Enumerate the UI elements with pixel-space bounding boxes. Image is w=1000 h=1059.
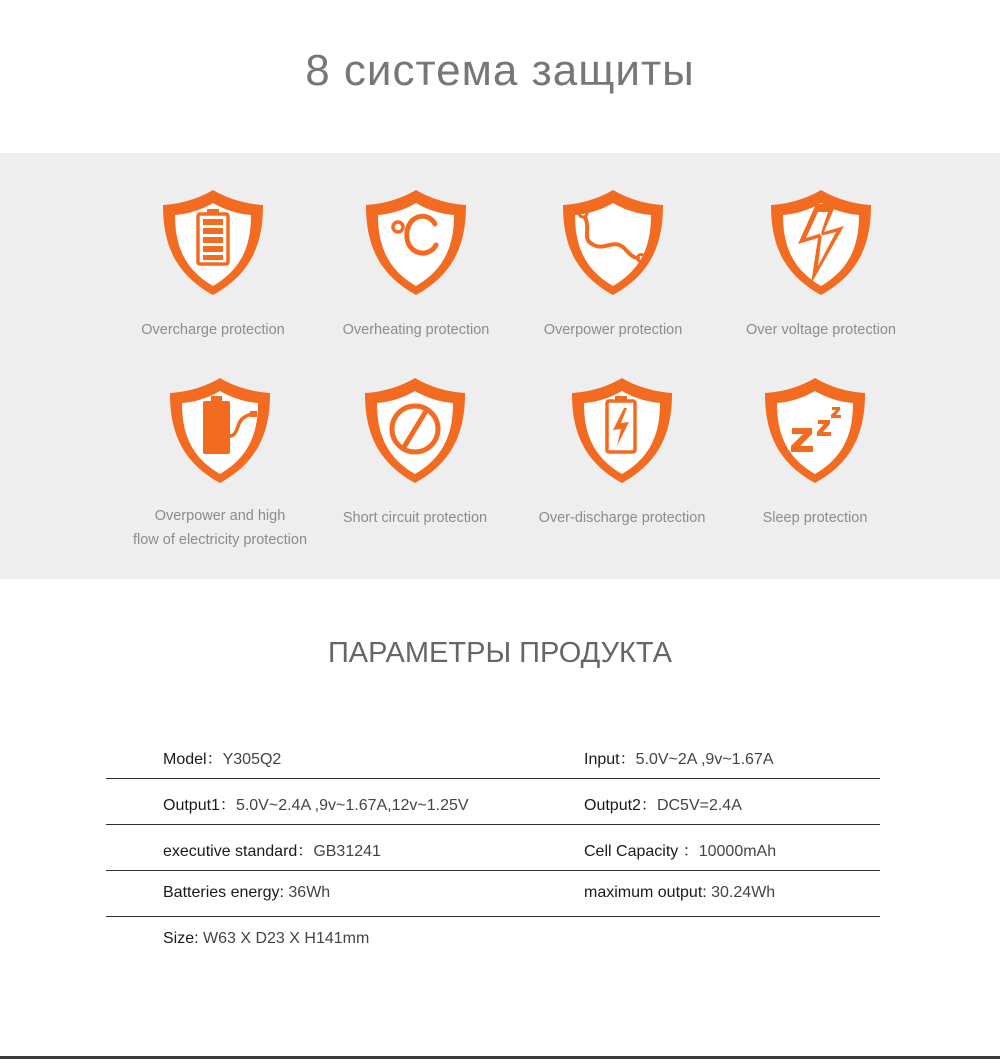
spec-key: maximum output:	[584, 884, 712, 901]
spec-cell	[163, 746, 281, 769]
spec-cell	[584, 838, 776, 861]
feature-label-line2: flow of electricity protection	[132, 532, 308, 548]
spec-value: 5.0V~2A ,9v~1.67A	[635, 751, 774, 768]
spec-cell	[584, 746, 773, 769]
spec-cell	[163, 792, 469, 815]
spec-cell	[163, 930, 369, 948]
spec-key: Input：	[584, 751, 636, 768]
sleep-zz-icon	[760, 374, 870, 486]
spec-key: Output2：	[584, 797, 657, 814]
spec-row	[106, 825, 880, 871]
spec-cell	[163, 884, 330, 902]
params-title: ПАРАМЕТРЫ ПРОДУКТА	[327, 637, 673, 669]
feature-label: Overpower protection	[543, 322, 683, 338]
spec-cell	[163, 838, 381, 861]
spec-cell	[584, 884, 775, 902]
feature-overpower	[508, 186, 718, 342]
spec-key: Batteries energy:	[163, 884, 289, 901]
prohibited-icon	[360, 374, 470, 486]
spec-value: DC5V=2.4A	[656, 797, 742, 814]
spec-value: 10000mAh	[698, 843, 777, 860]
feature-label: Overcharge protection	[141, 322, 285, 338]
spec-key: Size:	[163, 930, 204, 947]
spec-key: Cell Capacity ：	[584, 843, 699, 860]
feature-overheating	[311, 186, 521, 342]
spec-key: Output1：	[163, 797, 236, 814]
feature-label: Over-discharge protection	[538, 510, 706, 526]
feature-overpower-high-flow	[115, 374, 325, 552]
celsius-icon	[361, 186, 471, 298]
spec-value: 30.24Wh	[711, 884, 776, 901]
feature-label: Sleep protection	[762, 510, 868, 526]
feature-over-discharge	[517, 374, 727, 530]
feature-label: Short circuit protection	[342, 510, 488, 526]
spec-key: executive standard：	[163, 843, 314, 860]
feature-label: Overheating protection	[342, 322, 490, 338]
battery-full-icon	[158, 186, 268, 298]
spec-value: GB31241	[313, 843, 381, 860]
feature-sleep	[710, 374, 920, 530]
feature-label-line1: Overpower and high	[154, 508, 286, 524]
battery-charging-icon	[567, 374, 677, 486]
spec-value: W63 X D23 X H141mm	[203, 930, 370, 947]
spec-row	[106, 871, 880, 917]
feature-overcharge	[108, 186, 318, 342]
feature-label: Over voltage protection	[746, 322, 896, 338]
spec-row	[106, 917, 880, 962]
page-title: 8 система защиты	[305, 46, 695, 95]
spec-cell	[584, 792, 742, 815]
spec-value: Y305Q2	[222, 751, 282, 768]
spec-value: 5.0V~2.4A ,9v~1.67A,12v~1.25V	[235, 797, 469, 814]
feature-short-circuit	[310, 374, 520, 530]
spec-row	[106, 733, 880, 779]
lightning-icon	[766, 186, 876, 298]
cable-icon	[558, 186, 668, 298]
battery-plug-icon	[165, 374, 275, 486]
spec-key: Model：	[163, 751, 223, 768]
spec-row	[106, 779, 880, 825]
feature-over-voltage	[716, 186, 926, 342]
spec-value: 36Wh	[288, 884, 331, 901]
